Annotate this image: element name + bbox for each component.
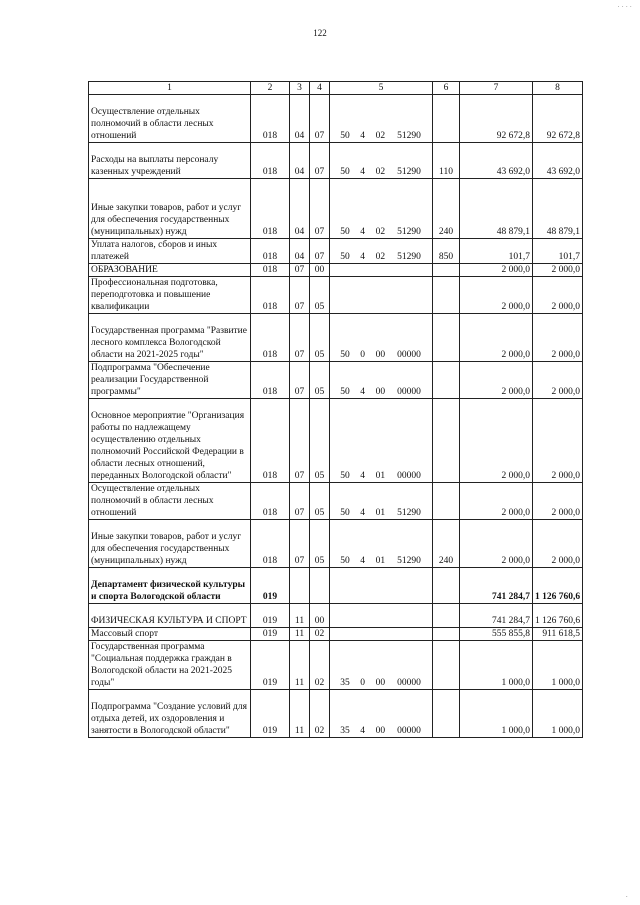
- row-target-article: [330, 179, 433, 239]
- row-subsection-code: [310, 568, 330, 604]
- row-amount-year-2: 2 000,0: [533, 264, 583, 277]
- row-chapter-code: 018: [251, 143, 290, 179]
- page-number: 122: [313, 28, 327, 38]
- target-article-direction: 51290: [397, 131, 421, 141]
- row-chapter-code: 018: [251, 483, 290, 520]
- row-subsection-code: 05: [310, 483, 330, 520]
- row-name: Осуществление отдельных полномочий в области лесных отношений: [89, 483, 251, 520]
- row-name: Основное мероприятие "Организация работы по надлежащему осуществлению отдельных полномочий Российской Федерации в области лесных отношений, переданных Вологодской области": [89, 399, 251, 483]
- row-amount-year-2: 48 879,1: [533, 179, 583, 239]
- target-article-direction: 51290: [397, 227, 421, 237]
- row-amount-year-2: 92 672,8: [533, 95, 583, 143]
- row-expense-type: 240: [433, 179, 460, 239]
- row-target-article: [330, 95, 433, 143]
- target-article-direction: 00000: [397, 726, 421, 736]
- table-row: [89, 239, 583, 264]
- row-target-article: [330, 399, 433, 483]
- row-expense-type: [433, 277, 460, 314]
- row-amount-year-2: 2 000,0: [533, 314, 583, 362]
- row-expense-type: 850: [433, 239, 460, 264]
- row-amount-year-1: 2 000,0: [460, 277, 533, 314]
- row-subsection-code: 02: [310, 690, 330, 738]
- target-article-program: 35: [340, 726, 350, 736]
- target-article-program: 50: [340, 508, 350, 518]
- row-chapter-code: 018: [251, 520, 290, 568]
- row-expense-type: [433, 95, 460, 143]
- row-name: Государственная программа "Развитие лесного комплекса Вологодской области на 2021-2025 годы": [89, 314, 251, 362]
- target-article-event: 00: [375, 726, 386, 736]
- row-target-article: [330, 641, 433, 690]
- row-chapter-code: 019: [251, 628, 290, 641]
- target-article-event: 02: [375, 252, 386, 262]
- row-section-code: 07: [290, 520, 310, 568]
- row-amount-year-2: 2 000,0: [533, 483, 583, 520]
- row-chapter-code: 019: [251, 604, 290, 628]
- row-section-code: 07: [290, 264, 310, 277]
- row-chapter-code: 018: [251, 362, 290, 399]
- row-amount-year-2: 2 000,0: [533, 362, 583, 399]
- row-section-code: 11: [290, 604, 310, 628]
- row-name: Департамент физической культуры и спорта Вологодской области: [89, 568, 251, 604]
- target-article-program: 50: [340, 471, 350, 481]
- row-amount-year-1: 1 000,0: [460, 641, 533, 690]
- row-name: ФИЗИЧЕСКАЯ КУЛЬТУРА И СПОРТ: [89, 604, 251, 628]
- table-row: [89, 95, 583, 143]
- table-row: [89, 520, 583, 568]
- row-name: Уплата налогов, сборов и иных платежей: [89, 239, 251, 264]
- row-amount-year-1: 2 000,0: [460, 264, 533, 277]
- table-row: [89, 568, 583, 604]
- target-article-subprogram: 4: [360, 508, 366, 518]
- row-name: Профессиональная подготовка, переподготовка и повышение квалификации: [89, 277, 251, 314]
- row-subsection-code: 02: [310, 628, 330, 641]
- row-name: Массовый спорт: [89, 628, 251, 641]
- row-section-code: 07: [290, 399, 310, 483]
- column-header-4: 4: [310, 82, 330, 95]
- row-target-article: [330, 314, 433, 362]
- target-article-event: 02: [375, 227, 386, 237]
- target-article-event: 00: [375, 387, 386, 397]
- table-row: [89, 483, 583, 520]
- row-amount-year-1: 741 284,7: [460, 568, 533, 604]
- target-article-program: 50: [340, 556, 350, 566]
- row-expense-type: [433, 264, 460, 277]
- table-row: [89, 604, 583, 628]
- row-name: Расходы на выплаты персоналу казенных учреждений: [89, 143, 251, 179]
- row-target-article: [330, 483, 433, 520]
- target-article-event: 00: [375, 350, 386, 360]
- row-name: Осуществление отдельных полномочий в области лесных отношений: [89, 95, 251, 143]
- row-amount-year-2: 2 000,0: [533, 399, 583, 483]
- row-amount-year-2: 43 692,0: [533, 143, 583, 179]
- table-row: [89, 399, 583, 483]
- target-article-direction: 00000: [397, 471, 421, 481]
- column-header-3: 3: [290, 82, 310, 95]
- row-subsection-code: 02: [310, 641, 330, 690]
- target-article-subprogram: 0: [360, 678, 366, 688]
- row-name: Подпрограмма "Создание условий для отдыха детей, их оздоровления и занятости в Вологодской области": [89, 690, 251, 738]
- row-target-article: [330, 604, 433, 628]
- table-row: [89, 143, 583, 179]
- row-expense-type: 110: [433, 143, 460, 179]
- target-article-subprogram: 4: [360, 167, 366, 177]
- row-amount-year-2: 101,7: [533, 239, 583, 264]
- row-subsection-code: 07: [310, 239, 330, 264]
- target-article-program: 50: [340, 131, 350, 141]
- table-row: [89, 277, 583, 314]
- table-row: [89, 314, 583, 362]
- row-target-article: [330, 690, 433, 738]
- row-section-code: 11: [290, 690, 310, 738]
- row-amount-year-2: 2 000,0: [533, 277, 583, 314]
- row-expense-type: [433, 314, 460, 362]
- row-subsection-code: 00: [310, 264, 330, 277]
- row-name: ОБРАЗОВАНИЕ: [89, 264, 251, 277]
- target-article-direction: 00000: [397, 387, 421, 397]
- row-section-code: 07: [290, 483, 310, 520]
- row-section-code: [290, 568, 310, 604]
- row-amount-year-2: 1 126 760,6: [533, 604, 583, 628]
- row-subsection-code: 05: [310, 277, 330, 314]
- target-article-direction: 00000: [397, 350, 421, 360]
- row-target-article: [330, 628, 433, 641]
- target-article-event: 01: [375, 508, 386, 518]
- target-article-subprogram: 4: [360, 556, 366, 566]
- target-article-event: 01: [375, 556, 386, 566]
- row-subsection-code: 05: [310, 399, 330, 483]
- table-row: [89, 690, 583, 738]
- row-amount-year-2: 1 000,0: [533, 690, 583, 738]
- row-subsection-code: 07: [310, 95, 330, 143]
- row-chapter-code: 018: [251, 179, 290, 239]
- target-article-program: 50: [340, 387, 350, 397]
- target-article-subprogram: 4: [360, 726, 366, 736]
- row-expense-type: [433, 628, 460, 641]
- row-expense-type: [433, 690, 460, 738]
- row-chapter-code: 018: [251, 95, 290, 143]
- table-row: [89, 641, 583, 690]
- row-subsection-code: 05: [310, 314, 330, 362]
- row-section-code: 11: [290, 641, 310, 690]
- target-article-event: 02: [375, 167, 386, 177]
- row-amount-year-1: 48 879,1: [460, 179, 533, 239]
- target-article-direction: 51290: [397, 167, 421, 177]
- row-amount-year-2: 1 000,0: [533, 641, 583, 690]
- row-name: Подпрограмма "Обеспечение реализации Государственной программы": [89, 362, 251, 399]
- row-amount-year-1: 2 000,0: [460, 314, 533, 362]
- row-chapter-code: 018: [251, 399, 290, 483]
- row-subsection-code: 00: [310, 604, 330, 628]
- row-amount-year-1: 101,7: [460, 239, 533, 264]
- row-amount-year-1: 2 000,0: [460, 483, 533, 520]
- row-amount-year-1: 1 000,0: [460, 690, 533, 738]
- row-expense-type: [433, 362, 460, 399]
- row-amount-year-1: 741 284,7: [460, 604, 533, 628]
- target-article-subprogram: 4: [360, 252, 366, 262]
- row-section-code: 07: [290, 314, 310, 362]
- row-amount-year-2: 1 126 760,6: [533, 568, 583, 604]
- row-chapter-code: 019: [251, 641, 290, 690]
- target-article-program: 50: [340, 227, 350, 237]
- target-article-direction: 00000: [397, 678, 421, 688]
- table-row: [89, 362, 583, 399]
- row-expense-type: [433, 399, 460, 483]
- target-article-program: 50: [340, 350, 350, 360]
- target-article-program: 35: [340, 678, 350, 688]
- row-subsection-code: 07: [310, 143, 330, 179]
- table-row: [89, 179, 583, 239]
- row-target-article: [330, 568, 433, 604]
- row-subsection-code: 05: [310, 362, 330, 399]
- row-amount-year-1: 555 855,8: [460, 628, 533, 641]
- row-expense-type: [433, 641, 460, 690]
- target-article-subprogram: 4: [360, 387, 366, 397]
- target-article-event: 00: [375, 678, 386, 688]
- target-article-subprogram: 0: [360, 350, 366, 360]
- row-chapter-code: 018: [251, 314, 290, 362]
- row-target-article: [330, 264, 433, 277]
- row-amount-year-1: 2 000,0: [460, 399, 533, 483]
- column-header-2: 2: [251, 82, 290, 95]
- row-target-article: [330, 143, 433, 179]
- column-header-1: 1: [89, 82, 251, 95]
- column-header-7: 7: [460, 82, 533, 95]
- target-article-subprogram: 4: [360, 227, 366, 237]
- target-article-event: 01: [375, 471, 386, 481]
- table-header-row: [89, 82, 583, 95]
- row-amount-year-2: 2 000,0: [533, 520, 583, 568]
- target-article-program: 50: [340, 252, 350, 262]
- row-expense-type: [433, 568, 460, 604]
- row-section-code: 04: [290, 239, 310, 264]
- row-section-code: 07: [290, 277, 310, 314]
- row-amount-year-1: 2 000,0: [460, 362, 533, 399]
- column-header-5: 5: [330, 82, 433, 95]
- row-section-code: 04: [290, 95, 310, 143]
- table-row: [89, 628, 583, 641]
- row-expense-type: [433, 483, 460, 520]
- row-target-article: [330, 239, 433, 264]
- row-name: Иные закупки товаров, работ и услуг для обеспечения государственных (муниципальных) нужд: [89, 520, 251, 568]
- corner-mark: · · · ·: [617, 3, 632, 11]
- row-target-article: [330, 362, 433, 399]
- target-article-subprogram: 4: [360, 131, 366, 141]
- column-header-8: 8: [533, 82, 583, 95]
- target-article-subprogram: 4: [360, 471, 366, 481]
- row-section-code: 04: [290, 179, 310, 239]
- target-article-event: 02: [375, 131, 386, 141]
- row-section-code: 11: [290, 628, 310, 641]
- row-amount-year-2: 911 618,5: [533, 628, 583, 641]
- row-amount-year-1: 92 672,8: [460, 95, 533, 143]
- row-subsection-code: 05: [310, 520, 330, 568]
- row-section-code: 07: [290, 362, 310, 399]
- row-chapter-code: 019: [251, 690, 290, 738]
- row-subsection-code: 07: [310, 179, 330, 239]
- target-article-program: 50: [340, 167, 350, 177]
- table-row: [89, 264, 583, 277]
- target-article-direction: 51290: [397, 556, 421, 566]
- row-section-code: 04: [290, 143, 310, 179]
- row-chapter-code: 019: [251, 568, 290, 604]
- column-header-6: 6: [433, 82, 460, 95]
- row-expense-type: 240: [433, 520, 460, 568]
- row-expense-type: [433, 604, 460, 628]
- row-name: Иные закупки товаров, работ и услуг для обеспечения государственных (муниципальных) нужд: [89, 179, 251, 239]
- row-amount-year-1: 2 000,0: [460, 520, 533, 568]
- target-article-direction: 51290: [397, 252, 421, 262]
- target-article-direction: 51290: [397, 508, 421, 518]
- row-amount-year-1: 43 692,0: [460, 143, 533, 179]
- budget-table: [88, 81, 583, 738]
- row-name: Государственная программа "Социальная поддержка граждан в Вологодской области на 2021-2025 годы": [89, 641, 251, 690]
- row-target-article: [330, 520, 433, 568]
- row-chapter-code: 018: [251, 239, 290, 264]
- footer-mark: ·: [625, 893, 628, 901]
- row-target-article: [330, 277, 433, 314]
- row-chapter-code: 018: [251, 277, 290, 314]
- row-chapter-code: 018: [251, 264, 290, 277]
